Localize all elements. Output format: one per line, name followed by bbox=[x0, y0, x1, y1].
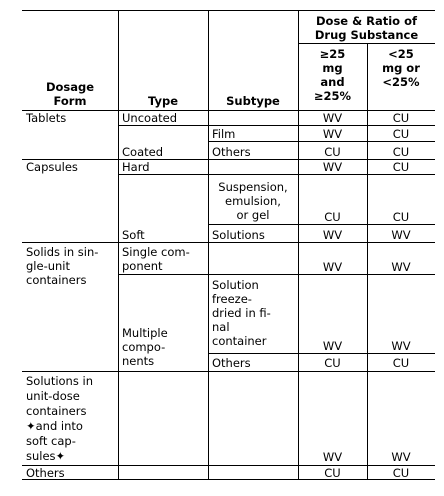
type-hard: Hard bbox=[122, 160, 150, 174]
value-multi-others-lt25: CU bbox=[392, 356, 410, 370]
header-col-lt25: <25 mg or <25% bbox=[382, 47, 420, 89]
form-solutions: Solutions in unit-dose containers ✦and into soft cap- sules✦ bbox=[26, 374, 93, 463]
subtype-others-multi: Others bbox=[212, 356, 251, 370]
value-soft-solutions-lt25: WV bbox=[391, 228, 411, 242]
type-uncoated: Uncoated bbox=[122, 111, 177, 125]
value-hard-ge25: WV bbox=[322, 160, 343, 174]
type-multiple-components: Multiple compo- nents bbox=[122, 326, 168, 368]
value-suspension-lt25: CU bbox=[392, 210, 410, 224]
rule-solids-bottom bbox=[22, 371, 435, 372]
subtype-film: Film bbox=[212, 127, 236, 141]
rule-capsules-bottom bbox=[22, 242, 435, 243]
value-uncoated-ge25: WV bbox=[322, 111, 343, 125]
value-freeze-dried-ge25: WV bbox=[322, 339, 343, 353]
rule-hard bbox=[118, 174, 435, 175]
value-others-lt25: CU bbox=[392, 466, 410, 480]
rule-col2 bbox=[208, 10, 209, 480]
rule-top bbox=[22, 10, 435, 11]
subtype-suspension: Suspension, emulsion, or gel bbox=[218, 180, 288, 222]
header-col-ge25: ≥25 mg and ≥25% bbox=[313, 47, 352, 103]
value-film-ge25: WV bbox=[322, 127, 343, 141]
rule-freeze bbox=[208, 353, 435, 354]
rule-uncoated bbox=[118, 125, 435, 126]
type-soft: Soft bbox=[122, 228, 145, 242]
rule-film bbox=[208, 141, 435, 142]
dosage-table bbox=[22, 10, 436, 480]
form-tablets: Tablets bbox=[26, 111, 67, 125]
value-suspension-ge25: CU bbox=[324, 210, 341, 224]
type-coated: Coated bbox=[122, 145, 163, 159]
header-subtype: Subtype bbox=[226, 94, 280, 108]
value-film-lt25: CU bbox=[392, 127, 410, 141]
rule-suspension bbox=[208, 224, 435, 225]
subtype-solutions: Solutions bbox=[212, 228, 265, 242]
value-solutions-lt25: WV bbox=[391, 450, 411, 464]
subtype-freeze-dried: Solution freeze- dried in fi- nal container bbox=[212, 278, 271, 348]
header-type: Type bbox=[147, 94, 178, 108]
header-dose-ratio: Dose & Ratio of Drug Substance bbox=[314, 14, 419, 42]
value-uncoated-lt25: CU bbox=[392, 111, 410, 125]
rule-col1 bbox=[118, 10, 119, 480]
form-solids: Solids in sin- gle-unit containers bbox=[26, 245, 99, 287]
rule-single bbox=[118, 274, 435, 275]
value-coated-others-lt25: CU bbox=[392, 145, 410, 159]
form-capsules: Capsules bbox=[26, 160, 78, 174]
subtype-others-coated: Others bbox=[212, 145, 251, 159]
value-single-ge25: WV bbox=[322, 260, 343, 274]
form-others: Others bbox=[26, 466, 65, 480]
value-solutions-ge25: WV bbox=[322, 450, 343, 464]
value-multi-others-ge25: CU bbox=[324, 356, 341, 370]
value-coated-others-ge25: CU bbox=[324, 145, 341, 159]
type-single-component: Single com- ponent bbox=[122, 245, 190, 273]
value-soft-solutions-ge25: WV bbox=[322, 228, 343, 242]
value-single-lt25: WV bbox=[391, 260, 411, 274]
header-dosage-form: Dosage Form bbox=[45, 80, 95, 108]
value-hard-lt25: CU bbox=[392, 160, 410, 174]
value-others-ge25: CU bbox=[324, 466, 341, 480]
value-freeze-dried-lt25: WV bbox=[391, 339, 411, 353]
